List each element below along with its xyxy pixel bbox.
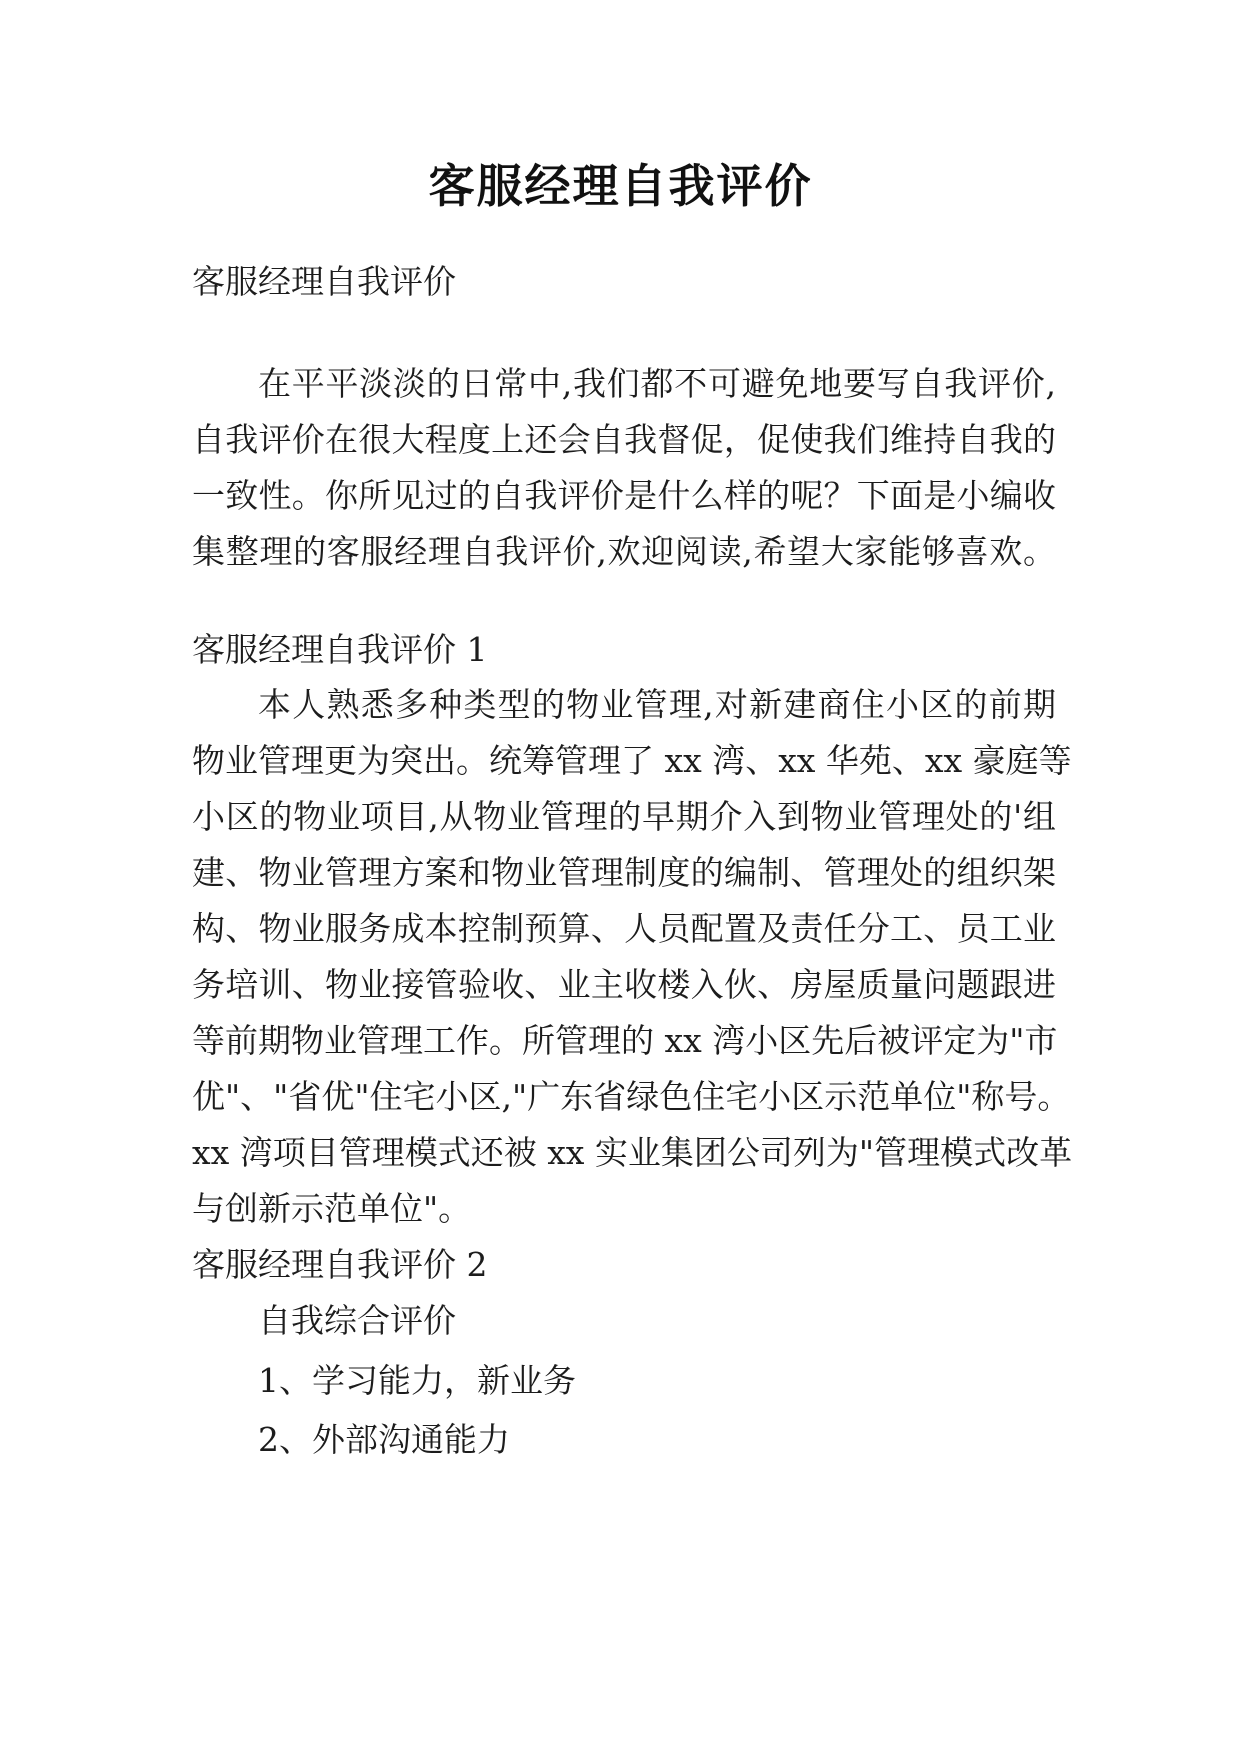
section1-line-9: xx 湾项目管理模式还被 xx 实业集团公司列为"管理模式改革 (192, 1133, 1073, 1172)
intro-line-3: 一致性。你所见过的自我评价是什么样的呢？下面是小编收 (192, 476, 1056, 515)
document-title: 客服经理自我评价 (428, 159, 813, 213)
section2-line-1: 自我综合评价 (258, 1301, 456, 1340)
document-subtitle: 客服经理自我评价 (192, 262, 456, 301)
section1-line-5: 构、物业服务成本控制预算、人员配置及责任分工、员工业 (192, 909, 1056, 948)
section2-heading: 客服经理自我评价 2 (192, 1245, 488, 1284)
section2-line-3: 2、外部沟通能力 (258, 1420, 510, 1459)
intro-line-2: 自我评价在很大程度上还会自我督促，促使我们维持自我的 (192, 420, 1056, 459)
section1-line-8: 优"、"省优"住宅小区,"广东省绿色住宅小区示范单位"称号。 (192, 1077, 1071, 1116)
section1-heading: 客服经理自我评价 1 (192, 630, 488, 669)
section1-line-3: 小区的物业项目,从物业管理的早期介入到物业管理处的'组 (192, 797, 1056, 836)
intro-line-4: 集整理的客服经理自我评价,欢迎阅读,希望大家能够喜欢。 (192, 532, 1056, 571)
section1-line-6: 务培训、物业接管验收、业主收楼入伙、房屋质量问题跟进 (192, 965, 1056, 1004)
section1-line-7: 等前期物业管理工作。所管理的 xx 湾小区先后被评定为"市 (192, 1021, 1058, 1060)
section1-line-1: 本人熟悉多种类型的物业管理,对新建商住小区的前期 (258, 685, 1056, 724)
section1-line-10: 与创新示范单位"。 (192, 1189, 472, 1228)
section1-line-2: 物业管理更为突出。统筹管理了 xx 湾、xx 华苑、xx 豪庭等 (192, 741, 1072, 780)
section2-line-2: 1、学习能力，新业务 (258, 1361, 576, 1400)
intro-line-1: 在平平淡淡的日常中,我们都不可避免地要写自我评价, (258, 364, 1056, 403)
section1-line-4: 建、物业管理方案和物业管理制度的编制、管理处的组织架 (192, 853, 1056, 892)
